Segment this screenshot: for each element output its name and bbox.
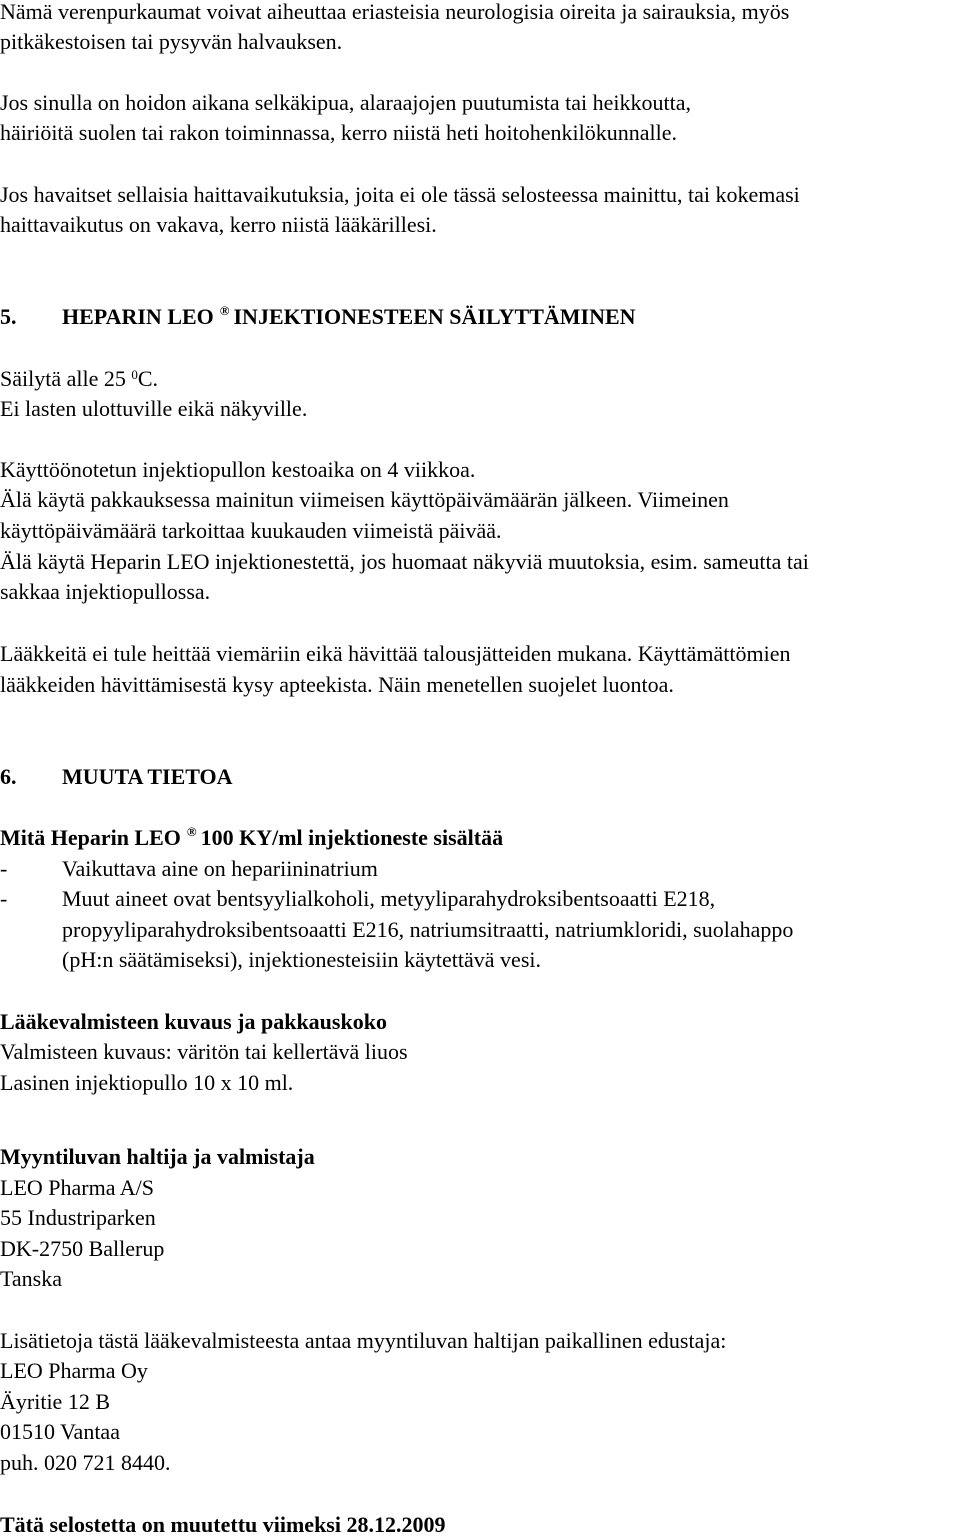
storage-line2: Älä käytä pakkauksessa mainitun viimeisen käyttöpäivämäärän jälkeen. Viimeinen bbox=[0, 487, 729, 512]
storage-line3: käyttöpäivämäärä tarkoittaa kuukauden viimeistä päivää. bbox=[0, 518, 502, 543]
registered-mark: ® bbox=[186, 824, 197, 839]
description-heading: Lääkevalmisteen kuvaus ja pakkauskoko bbox=[0, 1009, 387, 1034]
section5-title-b: INJEKTIONESTEEN SÄILYTTÄMINEN bbox=[233, 304, 636, 329]
degree-sup: 0 bbox=[131, 367, 138, 382]
local-rep-line3: 01510 Vantaa bbox=[0, 1419, 120, 1444]
contents-heading-a: Mitä Heparin LEO bbox=[0, 825, 181, 850]
storage-line4: Älä käytä Heparin LEO injektionestettä, jos huomaat näkyviä muutoksia, esim. sameutta tai bbox=[0, 549, 809, 574]
holder-line2: 55 Industriparken bbox=[0, 1205, 156, 1230]
list-dash: - bbox=[0, 886, 8, 911]
section5-heading bbox=[0, 302, 636, 332]
holder-line4: Tanska bbox=[0, 1266, 62, 1291]
revision-date: Tätä selostetta on muutettu viimeksi 28.12.2009 bbox=[0, 1512, 446, 1537]
storage-temperature bbox=[0, 364, 158, 394]
list-item-continued: propyyliparahydroksibentsoaatti E216, natriumsitraatti, natriumkloridi, suolahappo bbox=[62, 917, 794, 942]
storage-children: Ei lasten ulottuville eikä näkyville. bbox=[0, 396, 308, 421]
list-item-text: Muut aineet ovat bentsyylialkoholi, metyyliparahydroksibentsoaatti E218, bbox=[62, 886, 716, 911]
disposal-line2: lääkkeiden hävittämisestä kysy apteekista. Näin menetellen suojelet luontoa. bbox=[0, 672, 674, 697]
intro-p3-line2: haittavaikutus on vakava, kerro niistä lääkärillesi. bbox=[0, 212, 437, 237]
holder-heading: Myyntiluvan haltija ja valmistaja bbox=[0, 1144, 315, 1169]
description-line1: Valmisteen kuvaus: väritön tai kellertävä liuos bbox=[0, 1039, 408, 1064]
local-rep-line4: puh. 020 721 8440. bbox=[0, 1450, 171, 1475]
section5-number: 5. bbox=[0, 304, 17, 329]
storage-line5: sakkaa injektiopullossa. bbox=[0, 579, 211, 604]
section6-number: 6. bbox=[0, 764, 17, 789]
list-item-continued: (pH:n säätämiseksi), injektionesteisiin käytettävä vesi. bbox=[62, 947, 541, 972]
intro-p2-line1: Jos sinulla on hoidon aikana selkäkipua, alaraajojen puutumista tai heikkoutta, bbox=[0, 90, 692, 115]
list-item bbox=[0, 884, 715, 914]
local-rep-line2: Äyritie 12 B bbox=[0, 1389, 110, 1414]
intro-p2-line2: häiriöitä suolen tai rakon toiminnassa, kerro niistä heti hoitohenkilökunnalle. bbox=[0, 120, 677, 145]
list-dash: - bbox=[0, 856, 8, 881]
local-rep-line1: LEO Pharma Oy bbox=[0, 1358, 148, 1383]
storage-temp-text: Säilytä alle 25 bbox=[0, 366, 126, 391]
section6-heading bbox=[0, 762, 233, 792]
local-rep-intro: Lisätietoja tästä lääkevalmisteesta antaa myyntiluvan haltijan paikallinen edustaja: bbox=[0, 1328, 727, 1353]
storage-temp-unit: C. bbox=[137, 366, 159, 391]
list-item-text: Vaikuttava aine on hepariininatrium bbox=[62, 856, 378, 881]
list-item bbox=[0, 854, 378, 884]
holder-line1: LEO Pharma A/S bbox=[0, 1175, 154, 1200]
intro-p1-line2: pitkäkestoisen tai pysyvän halvauksen. bbox=[0, 29, 343, 54]
storage-line1: Käyttöönotetun injektiopullon kestoaika on 4 viikkoa. bbox=[0, 457, 476, 482]
registered-mark: ® bbox=[219, 303, 230, 318]
intro-p3-line1: Jos havaitset sellaisia haittavaikutuksia, joita ei ole tässä selosteessa mainittu, tai kokemasi bbox=[0, 182, 800, 207]
section5-title-a: HEPARIN LEO bbox=[62, 304, 214, 329]
contents-heading-b: 100 KY/ml injektioneste sisältää bbox=[200, 825, 504, 850]
contents-heading bbox=[0, 823, 503, 853]
disposal-line1: Lääkkeitä ei tule heittää viemäriin eikä hävittää talousjätteiden mukana. Käyttämättömien bbox=[0, 641, 791, 666]
description-line2: Lasinen injektiopullo 10 x 10 ml. bbox=[0, 1070, 294, 1095]
intro-p1-line1: Nämä verenpurkaumat voivat aiheuttaa eriasteisia neurologisia oireita ja sairauksia, myös bbox=[0, 0, 790, 24]
section6-title: MUUTA TIETOA bbox=[62, 764, 233, 789]
holder-line3: DK-2750 Ballerup bbox=[0, 1236, 165, 1261]
